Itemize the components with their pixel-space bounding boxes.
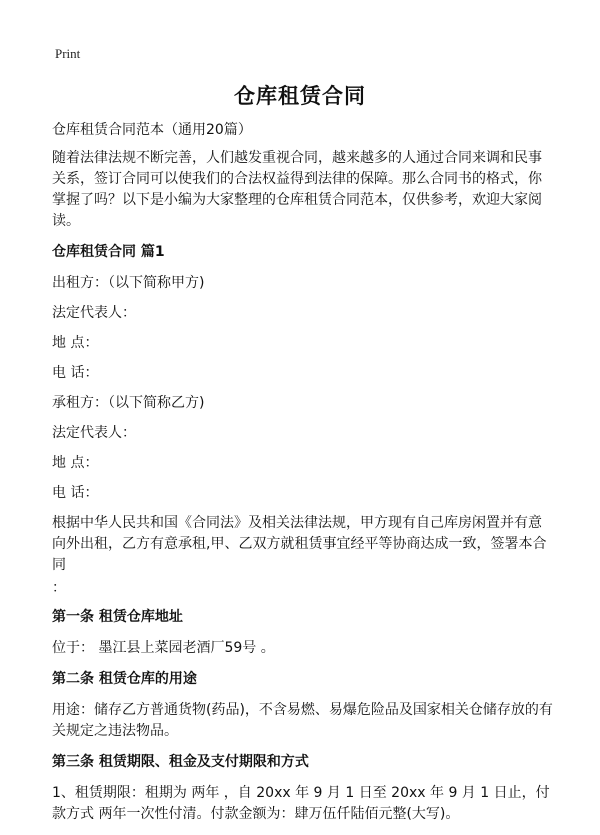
intro-paragraph: 随着法律法规不断完善，人们越发重视合同，越来越多的人通过合同来调和民事关系，签订合同可以使我们的合法权益得到法律的保障。那么合同书的格式，你掌握了吗？以下是小编为大家整理的仓库租赁合同范本，仅供参考，欢迎大家阅读。 (52, 150, 542, 229)
article-3-text: 1、租赁期限：租期为 两年 ，自 20xx 年 9 月 1 日至 20xx 年 9 月 1 日止，付款方式 两年一次性付清。付款金额为：肆万伍仟陆佰元整(大写)。 (52, 785, 550, 822)
preamble-paragraph: 根据中华人民共和国《合同法》及相关法律法规，甲方现有自己库房闲置并有意向外出租，乙方有意承租,甲、乙双方就租赁事宜经平等协商达成一致，签署本合同 (52, 515, 547, 573)
lessee-address-field: 地 点： (52, 455, 99, 471)
lessor-field: 出租方：（以下简称甲方) (52, 275, 205, 291)
lessor-address-field: 地 点： (52, 335, 99, 351)
lessor-phone-field: 电 话： (52, 365, 99, 381)
article-1-heading: 第一条 租赁仓库地址 (52, 609, 183, 625)
lessee-field: 承租方：（以下简称乙方) (52, 395, 205, 411)
print-link[interactable]: Print (55, 46, 81, 61)
article-3-heading: 第三条 租赁期限、租金及支付期限和方式 (52, 754, 309, 770)
article-2-text: 用途：储存乙方普通货物(药品)，不含易燃、易爆危险品及国家相关仓储存放的有关规定之违法物品。 (52, 702, 553, 739)
lessee-representative-field: 法定代表人： (52, 425, 136, 441)
lessor-representative-field: 法定代表人： (52, 305, 136, 321)
section-heading: 仓库租赁合同 篇1 (52, 244, 165, 260)
article-2-heading: 第二条 租赁仓库的用途 (52, 671, 197, 687)
article-1-text: 位于： 墨江县上菜园老酒厂59号 。 (52, 640, 275, 656)
document-title: 仓库租赁合同 (234, 84, 366, 108)
preamble-tail: ： (52, 580, 66, 596)
document-body (52, 120, 554, 835)
lessee-phone-field: 电 话： (52, 485, 99, 501)
document-subtitle: 仓库租赁合同范本（通用20篇） (52, 122, 252, 138)
